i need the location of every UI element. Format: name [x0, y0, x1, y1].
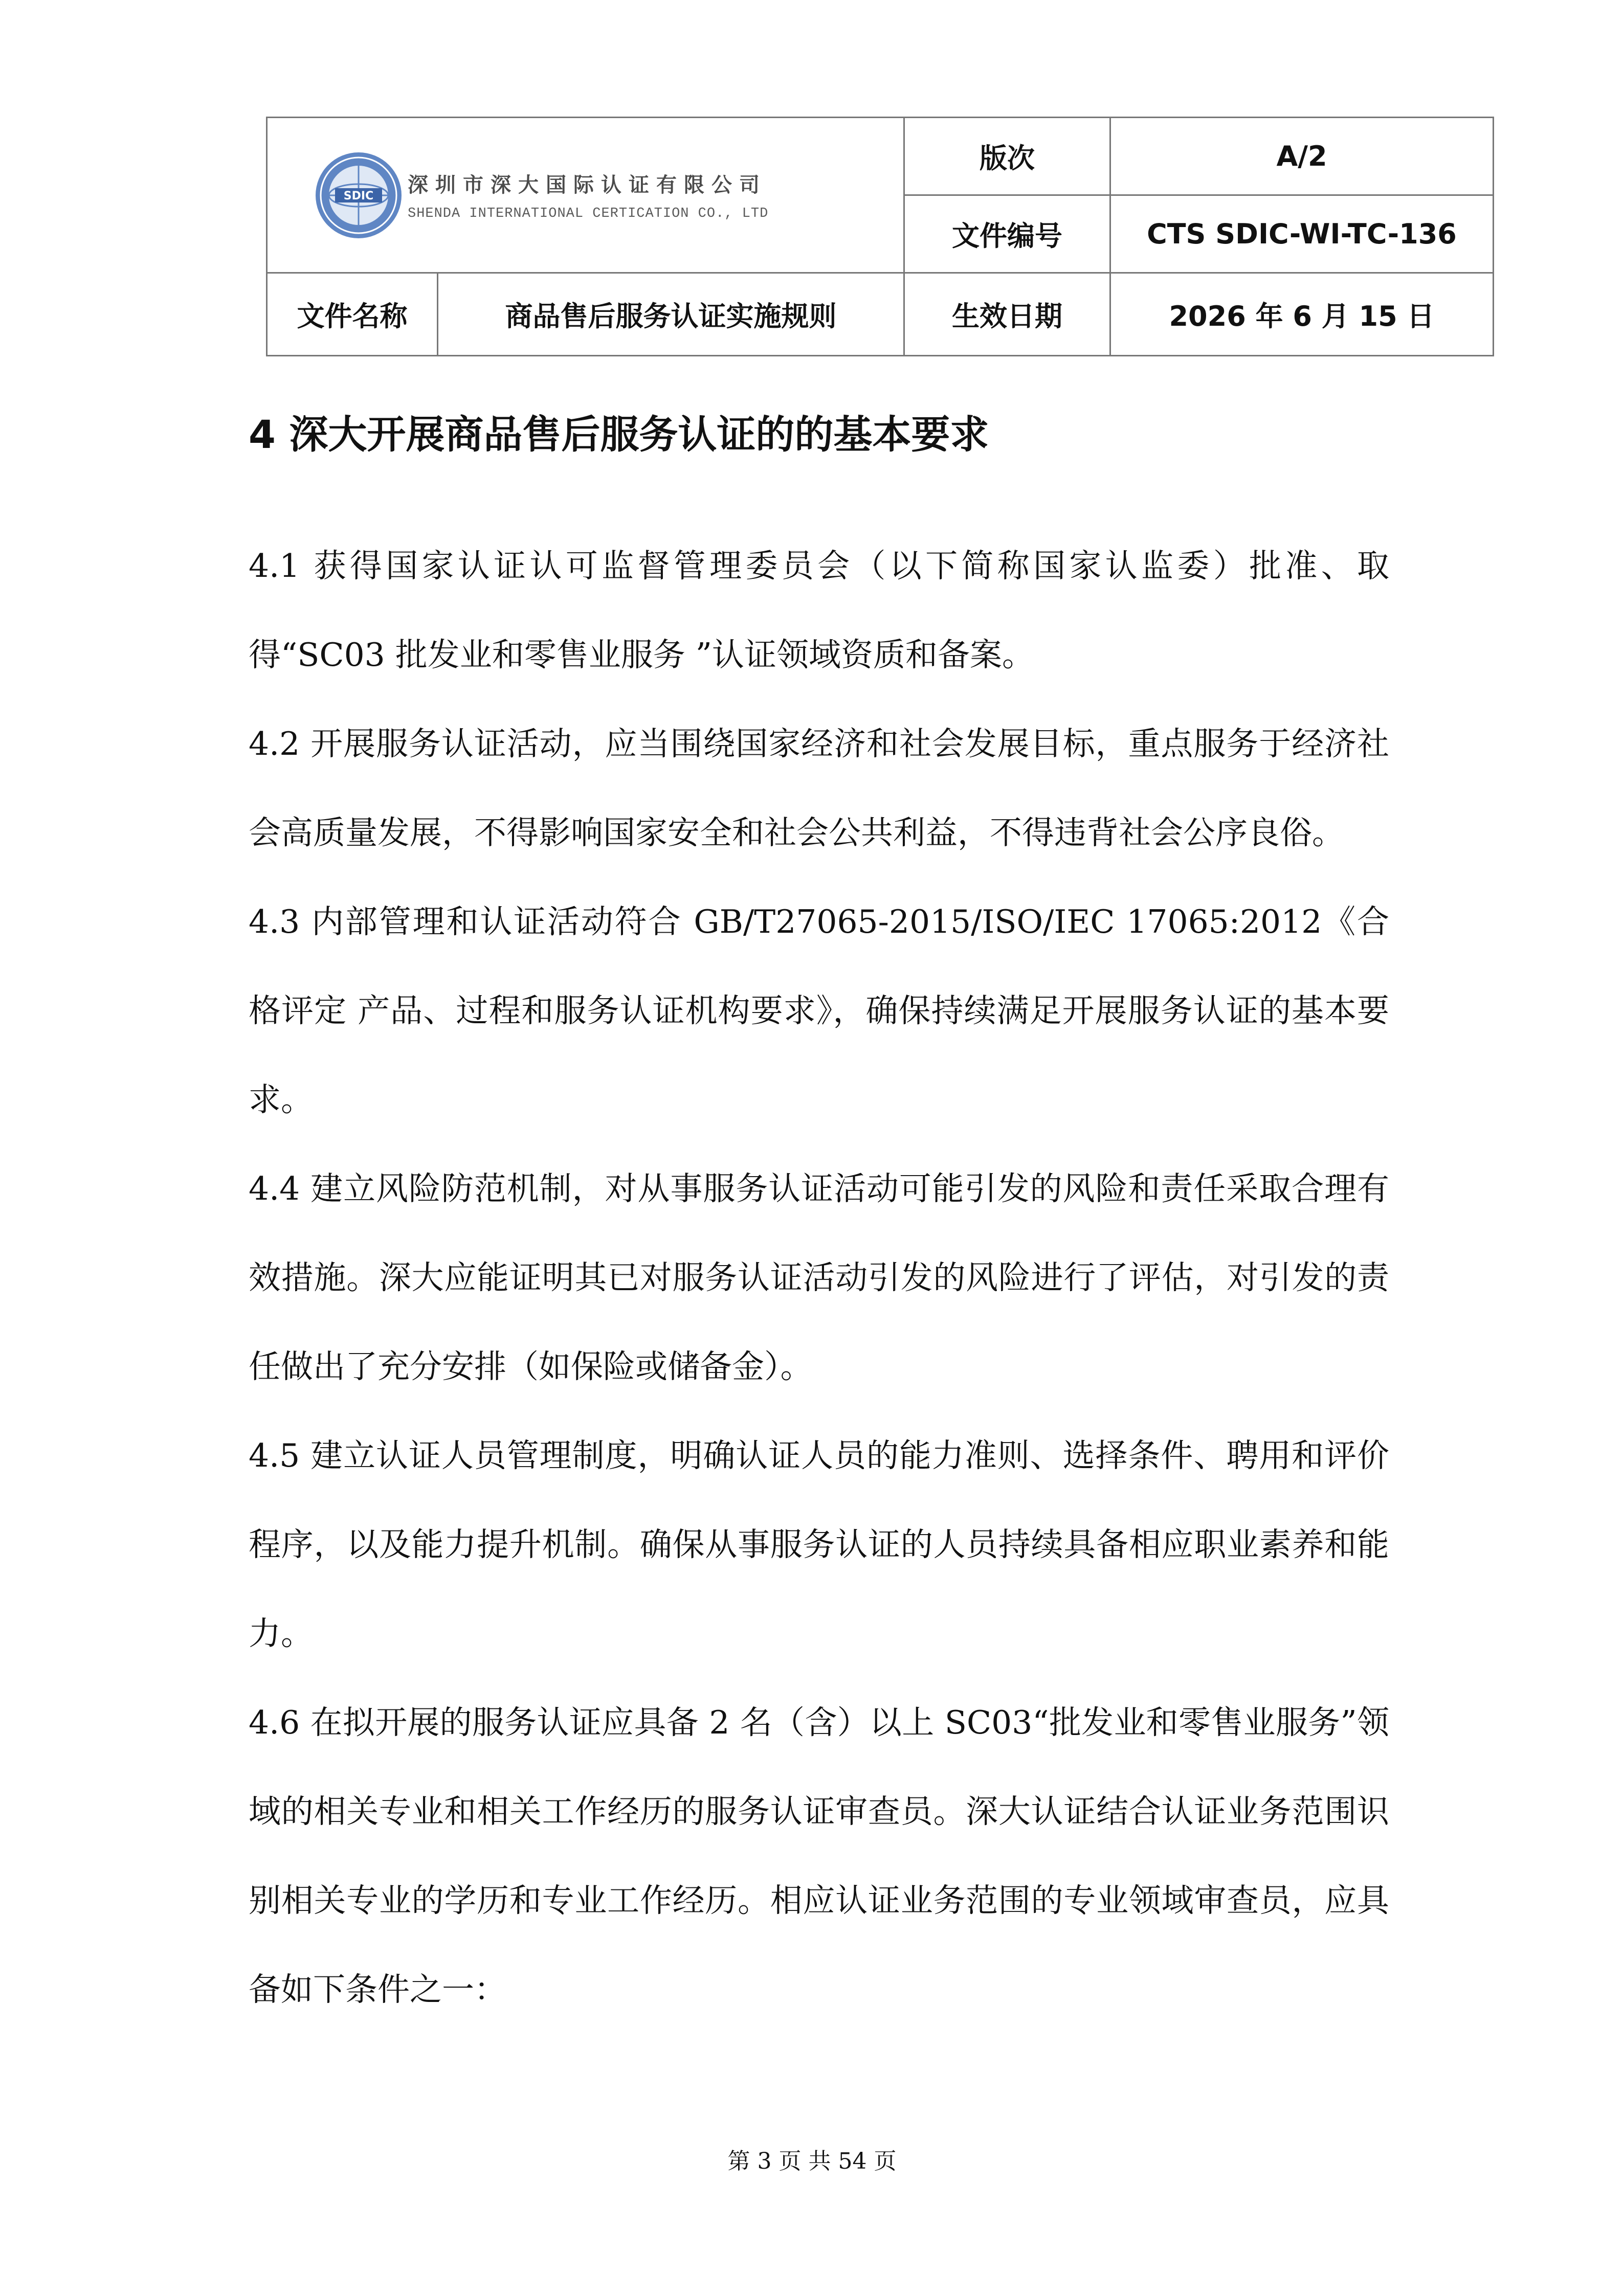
company-logo — [268, 150, 903, 240]
doc-no-value: CTS SDIC-WI-TC-136 — [1110, 195, 1494, 273]
paragraph-4-6: 4.6 在拟开展的服务认证应具备 2 名（含）以上 SC03“批发业和零售业服务”领域的相关专业和相关工作经历的服务认证审查员。深大认证结合认证业务范围识别相关专业的学历和专业工作经历。相应认证业务范围的专业领域审查员，应具备如下条件之一： — [249, 1704, 1389, 2008]
company-name-en: SHENDA INTERNATIONAL CERTICATION CO., LTD — [408, 206, 769, 221]
document-header-table — [266, 117, 1494, 356]
doc-name-label: 文件名称 — [267, 273, 438, 356]
logo-lettering: SDIC — [343, 189, 374, 202]
paragraph-4-3: 4.3 内部管理和认证活动符合 GB/T27065-2015/ISO/IEC 17065:2012《合格评定 产品、过程和服务认证机构要求》，确保持续满足开展服务认证的基本要求。 — [249, 903, 1389, 1118]
paragraph-4-5: 4.5 建立认证人员管理制度，明确认证人员的能力准则、选择条件、聘用和评价程序，以及能力提升机制。确保从事服务认证的人员持续具备相应职业素养和能力。 — [249, 1437, 1389, 1652]
sdic-seal-icon — [314, 150, 404, 240]
company-logo-cell — [267, 118, 904, 273]
doc-no-label: 文件编号 — [904, 195, 1110, 273]
page-number: 第 3 页 共 54 页 — [727, 2148, 897, 2174]
section-title: 4 深大开展商品售后服务认证的的基本要求 — [249, 412, 989, 457]
doc-name-value: 商品售后服务认证实施规则 — [438, 273, 904, 356]
document-body — [249, 404, 1389, 2034]
paragraph-4-1: 4.1 获得国家认证认可监督管理委员会（以下简称国家认监委）批准、取得“SC03 批发业和零售业服务 ”认证领域资质和备案。 — [249, 547, 1389, 673]
version-value: A/2 — [1110, 118, 1494, 195]
paragraph-4-2: 4.2 开展服务认证活动，应当围绕国家经济和社会发展目标，重点服务于经济社会高质量发展，不得影响国家安全和社会公共利益，不得违背社会公序良俗。 — [249, 725, 1389, 851]
effective-date-value: 2026 年 6 月 15 日 — [1110, 273, 1494, 356]
version-label: 版次 — [904, 118, 1110, 195]
company-name-cn: 深圳市深大国际认证有限公司 — [408, 173, 767, 197]
effective-date-label: 生效日期 — [904, 273, 1110, 356]
paragraph-4-4: 4.4 建立风险防范机制，对从事服务认证活动可能引发的风险和责任采取合理有效措施。深大应能证明其已对服务认证活动引发的风险进行了评估，对引发的责任做出了充分安排（如保险或储备金）。 — [249, 1170, 1389, 1385]
